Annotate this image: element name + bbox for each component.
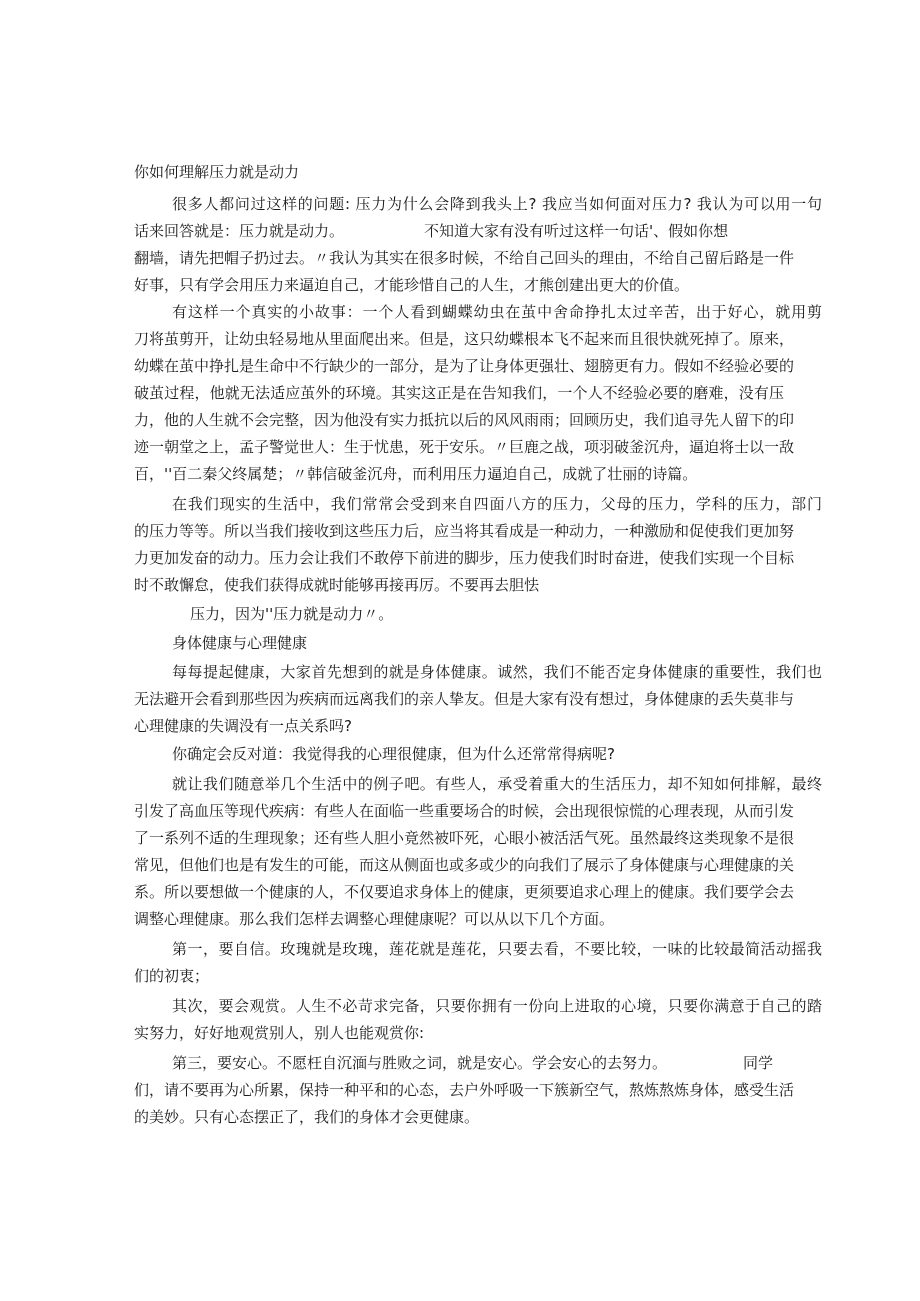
paragraph-line: 幼蝶在茧中挣扎是生命中不行缺少的一部分，是为了让身体更强壮、翅膀更有力。假如不经验必要的 <box>134 357 795 375</box>
paragraph-line: 迹一朝堂之上，孟子警觉世人：生于忧患，死于安乐。〃巨鹿之战，项羽破釜沉舟，逼迫将士以一敌 <box>134 438 795 456</box>
paragraph-line: 翻墙，请先把帽子扔过去。〃我认为其实在很多时候，不给自己回头的理由，不给自己留后路是一件 <box>134 249 795 267</box>
paragraph-line: 心理健康的失调没有一点关系吗? <box>134 717 352 735</box>
paragraph-line: 压力，因为''压力就是动力〃。 <box>190 605 394 623</box>
paragraph-line: 好事，只有学会用压力来逼迫自己，才能珍惜自己的人生，才熊创建出更大的价值。 <box>134 276 690 294</box>
paragraph-line: 话来回答就是：压力就是动力。 不知道大家有没有听过这样一句话'、假如你想 <box>134 222 729 240</box>
paragraph-line: 的美妙。只有心态摆正了，我们的身体才会更健康。 <box>134 1108 480 1126</box>
section-heading: 身体健康与心理健康 <box>172 634 308 652</box>
paragraph-line: 力更加发奋的动力。压力会让我们不敢停下前进的脚步，压力使我们时时奋进，使我们实现一个目标 <box>134 549 795 567</box>
paragraph-line: 实努力，好好地观赏别人，别人也能观赏你: <box>134 1024 425 1042</box>
paragraph-line: 你确定会反对道：我觉得我的心理很健康，但为什么还常常得病呢? <box>172 745 615 763</box>
paragraph-line: 很多人都问过这样的问题: 压力为什么会降到我头上? 我应当如何面对压力? 我认为可以用一句 <box>172 195 822 213</box>
paragraph-line: 就让我们随意举几个生活中的例子吧。有些人，承受着重大的生活压力，却不知如何排解，最终 <box>172 775 822 793</box>
paragraph-line: 引发了高血压等现代疾病：有些人在面临一些重要场合的时候，会出现很惊慌的心理表现，从而引发 <box>134 802 795 820</box>
paragraph-line: 有这样一个真实的小故事：一个人看到蝴蝶幼虫在茧中舍命挣扎太过辛苦，出于好心，就用剪 <box>172 303 822 321</box>
paragraph-line: 刀将茧剪开，让幼虫轻易地从里面爬出来。但是，这只幼蝶根本飞不起来而且很快就死掉了。原来， <box>134 330 795 348</box>
paragraph-line: 调整心理健康。那么我们怎样去调整心理健康呢？可以从以下几个方面。 <box>134 910 615 928</box>
paragraph-line: 在我们现实的生活中，我们常常会受到来自四面八方的压力，父母的压力，学科的压力，部门 <box>172 495 822 513</box>
paragraph-line: 系。所以要想做一个健康的人，不仅要追求身体上的健康，更须要追求心理上的健康。我们要学会去 <box>134 883 795 901</box>
paragraph-line: 了一系列不适的生理现象；还有些人胆小竟然被吓死，心眼小被活活气死。虽然最终这类现象不是很 <box>134 829 795 847</box>
paragraph-line: 百，''百二秦父终属楚；〃韩信破釜沉舟，而利用压力逼迫自己，成就了壮丽的诗篇。 <box>134 465 698 483</box>
paragraph-line: 第三，要安心。不愿枉自沉湎与胜败之词，就是安心。学会安心的去努力。 同学 <box>172 1054 774 1072</box>
paragraph-line: 力，他的人生就不会完整，因为他没有实力抵抗以后的风风雨雨；回顾历史，我们追寻先人留下的印 <box>134 411 795 429</box>
paragraph-line: 的压力等等。所以当我们接收到这些压力后，应当将其看成是一种动力，一种激励和促使我们更加努 <box>134 522 795 540</box>
paragraph-line: 常见，但他们也是有发生的可能，而这从侧面也或多或少的向我们了展示了身体健康与心理健康的关 <box>134 856 795 874</box>
paragraph-line: 们，请不要再为心所累，保持一种平和的心态，去户外呼吸一下簇新空气，熬炼熬炼身体，感受生活 <box>134 1081 795 1099</box>
paragraph-line: 们的初衷； <box>134 967 210 985</box>
document-title: 你如何理解压力就是动力 <box>134 163 300 181</box>
paragraph-line: 时不敢懈怠，使我们获得成就时能够再接再厉。不要再去胆怯 <box>134 576 540 594</box>
paragraph-line: 每每提起健康，大家首先想到的就是身体健康。诚然，我们不能否定身体健康的重要性，我们也 <box>172 663 822 681</box>
paragraph-line: 第一，要自信。玫瑰就是玫瑰，莲花就是莲花，只要去看，不要比较，一味的比较最简活动摇我 <box>172 940 822 958</box>
paragraph-line: 其次，要会观赏。人生不必苛求完备，只要你拥有一份向上进取的心境，只要你满意于自己的踏 <box>172 997 822 1015</box>
paragraph-line: 破茧过程，他就无法适应茧外的环境。其实这正是在告知我们，一个人不经验必要的磨难，没有压 <box>134 384 784 402</box>
paragraph-line: 无法避开会看到那些因为疾病而远离我们的亲人挚友。但是大家有没有想过，身体健康的丢失莫非与 <box>134 690 795 708</box>
